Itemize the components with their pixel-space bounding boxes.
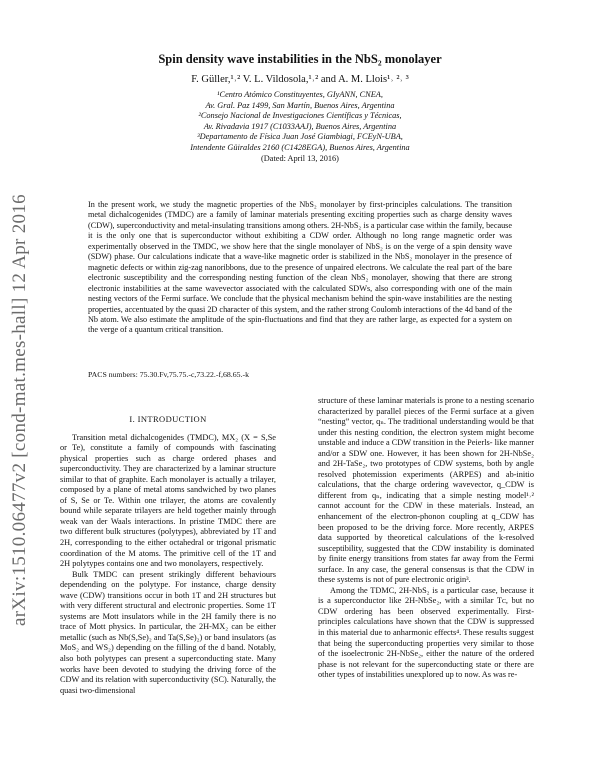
paragraph: Transition metal dichalcogenides (TMDC), MX₂ (X = S,Se or Te), constitute a family of compounds with fascinating physical properties such as charge ordered phases and superconductivity. They are characterized by a laminar structure similar to that of graphite. Each monolayer is actually a trilayer, composed by a plane of metal atoms sandwiched by two planes of S, Se or Te. Within one trilayer, the atoms are covalently bound while separate trilayers are held together mainly through weak van der Waals interactions. In pristine TMDC there are two different bulk structures (polytypes), abbreviated by 1T and 2H, corresponding to the either octahedral or trigonal prismatic coordination of the M atoms. The primitive cell of the 1T and 2H polytypes contains one and two monolayers, respectively. — [60, 432, 276, 569]
affiliation-line: ²Consejo Nacional de Investigaciones Científicas y Técnicas, — [198, 111, 402, 121]
affiliation-line: Av. Rivadavia 1917 (C1033AAJ), Buenos Aires, Argentina — [203, 121, 397, 131]
affiliation-line: Intendente Güiraldes 2160 (C1428EGA), Buenos Aires, Argentina — [190, 142, 410, 152]
paragraph: Bulk TMDC can present strikingly different behaviours dependending on the polytype. For instance, charge density wave (CDW) transitions occur in both 1T and 2H structures but with very different structural and electronic properties. Some 1T systems are Mott insulators while in the 2H family there is no trace of Mott physics. In particular, the 2H-MX₂ can be either metallic (such as Nb(S,Se)₂ and Ta(S,Se)₂) or band insulators (as MoS₂ and WS₂) depending on the filling of the d band. Notably, also both polytypes can present a superconducting state. Many works have been devoted to studying the driving force of the CDW and its relation with superconductivity (SC). Naturally, the quasi two-dimensional — [60, 569, 276, 695]
left-column — [60, 414, 276, 696]
author-list: F. Güller,¹˒² V. L. Vildosola,¹˒² and A. M. Llois¹˒ ²˒ ³ — [191, 74, 409, 85]
paragraph: structure of these laminar materials is prone to a nesting scenario characterized by parallel pieces of the Fermi surface at a given “nesting” vector, qₙ. The traditional understanding would be that under this nesting condition, the electron system might become unstable and induce a CDW transition in the Peierls- like manner and/or a SDW one. However, it has been shown for 2H-NbSe₂ and 2H-TaSe₂, two prototypes of CDW systems, both by angle resolved photemission experiments (ARPES) and ab-initio calculations, that the charge ordering wavevector, q_CDW is different from qₙ, indicating that a simple nesting model¹˒² cannot account for the CDW in these materials. Instead, an enhancement of the electron-phonon coupling at q_CDW has been proposed to be the driving force. More recently, ARPES data supported by theoretical calculations of the k-resolved susceptibility, suggested that the CDW instability is dominated by finite energy transitions from states far away from the Fermi surface. In any case, the general consensus is that the CDW in these systems is not of pure electronic origin³. — [318, 396, 534, 585]
dated-line: (Dated: April 13, 2016) — [261, 153, 339, 163]
affiliations — [60, 90, 540, 164]
arxiv-sidebar-stamp — [0, 150, 40, 670]
abstract: In the present work, we study the magnetic properties of the NbS₂ monolayer by first-principles calculations. The transition metal dichalcogenides (TMDC) are a family of laminar materials presenting exciting properties such as charge density waves (CDW), superconductivity and metal-insulating transitions among others. 2H-NbS₂ is a particular case within the family, because it is the only one that is superconductor without exhibiting a CDW order. Although no long range magnetic order was experimentally observed in the TMDC, we show here that the single monolayer of NbS₂ is on the verge of a spin density wave (SDW) phase. Our calculations indicate that a wave-like magnetic order is stabilized in the NbS₂ monolayer in the presence of magnetic defects or within zig-zag nanoribbons, due to the presence of unpaired electrons. We calculate the real part of the bare electronic susceptibility and the corresponding nesting function of the clean NbS₂ monolayer, showing that there are strong electronic instabilities at the same wavevector associated with the calculated SDWs, also corresponding with one of the main nesting vectors of the Fermi surface. We conclude that the physical mechanism behind the spin-wave instabilities are the nesting properties, accentuated by the quasi 2D character of this system, and the rather strong Coulomb interactions of the 4d band of the Nb atom. We also estimate the amplitude of the spin-fluctuations and find that they are rather large, as expected for a system on the verge of a quantum critical transition. — [88, 200, 512, 335]
affiliation-line: ¹Centro Atómico Constituyentes, GIyANN, CNEA, — [217, 90, 383, 99]
affiliation-line: ³Departamento de Física Juan José Giambiagi, FCEyN-UBA, — [197, 132, 403, 142]
paper-title: Spin density wave instabilities in the NbS₂ monolayer — [158, 52, 442, 66]
arxiv-identifier: arXiv:1510.06477v2 [cond-mat.mes-hall] 12 Apr 2016 — [9, 194, 30, 626]
paragraph: Among the TDMC, 2H-NbS₂ is a particular case, because it is a superconductor like 2H-NbSe₂, with a similar Tᴄ, but no CDW ordering has been observed experimentally. First-principles calculations have shown that the CDW is suppressed in this material due to anharmonic effects⁴. These results suggest that being the superconducting properties very similar to those of the isoelectronic 2H-NbSe₂, either the nature of the ordered phase is not relevant for the superconducting state or there are other types of instabilities unexplored up to now. As was re- — [318, 585, 534, 680]
right-column — [318, 396, 534, 681]
affiliation-line: Av. Gral. Paz 1499, San Martín, Buenos Aires, Argentina — [205, 100, 395, 110]
pacs-numbers: PACS numbers: 75.30.Fv,75.75.-c,73.22.-f,68.65.-k — [88, 370, 249, 379]
section-heading: I. INTRODUCTION — [129, 414, 207, 424]
